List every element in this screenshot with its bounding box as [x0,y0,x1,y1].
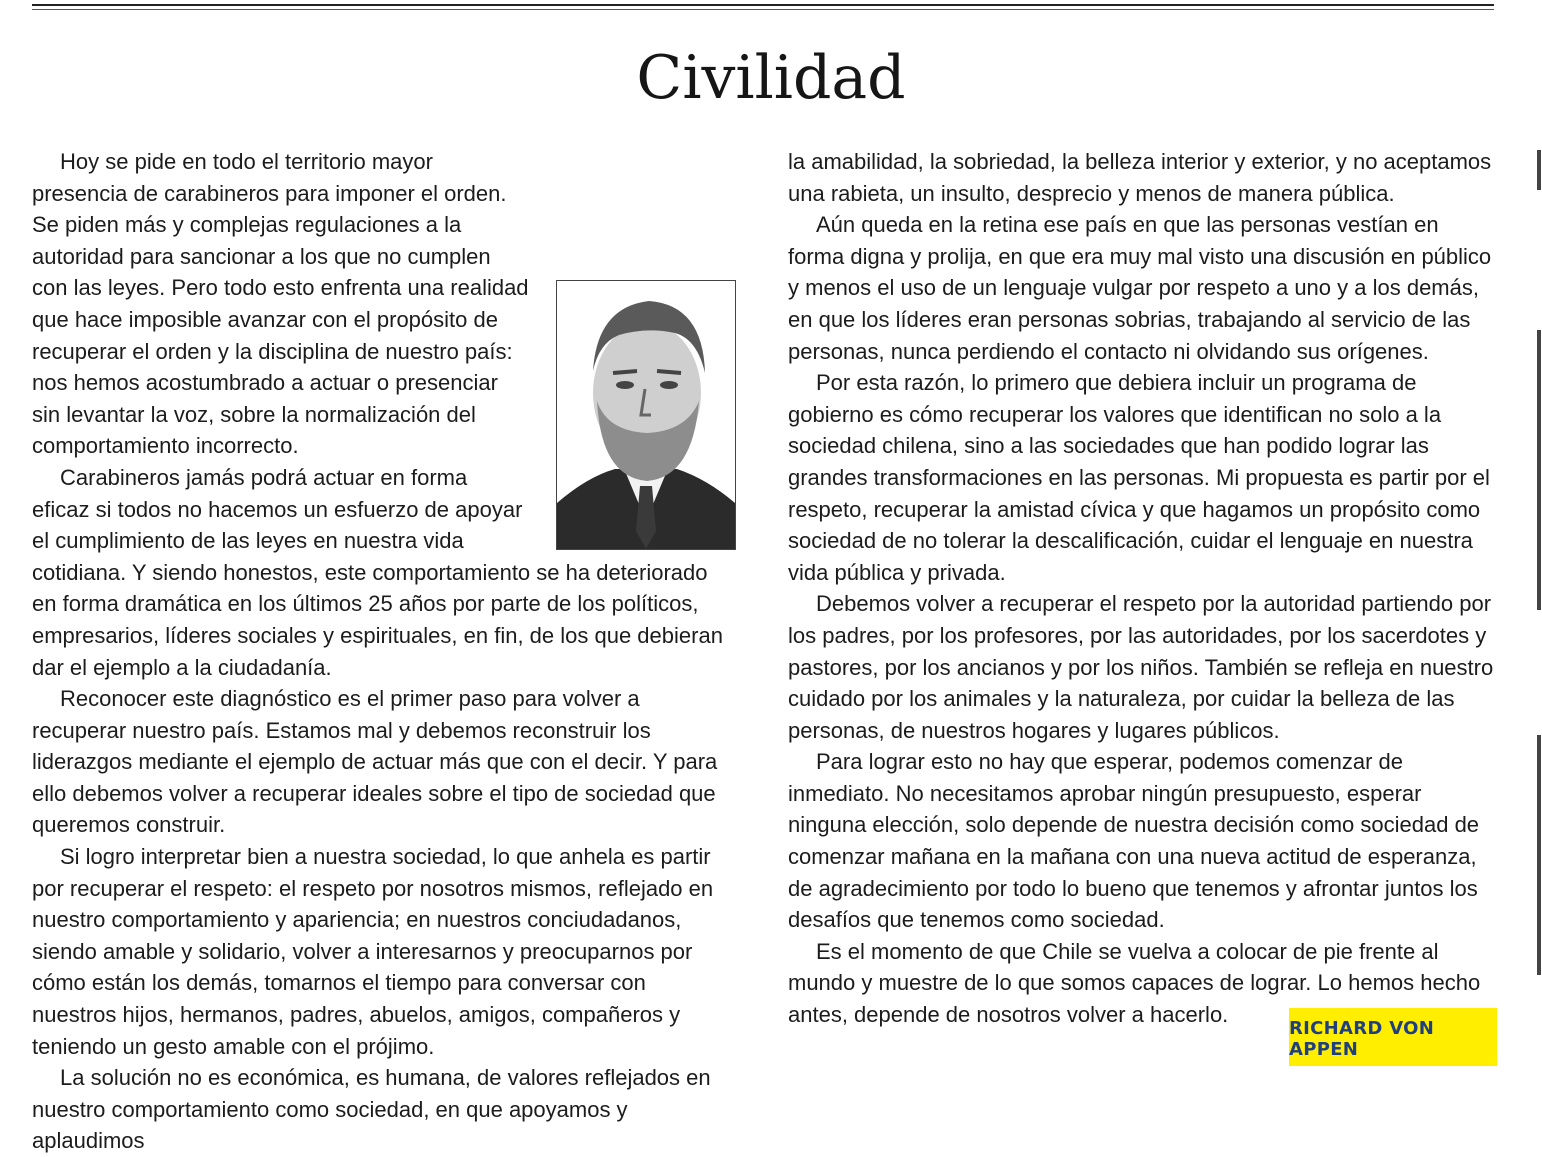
author-portrait [556,280,736,550]
page-edge-mark [1537,150,1541,190]
paragraph: Para lograr esto no hay que esperar, podemos comenzar de inmediato. No necesitamos aprobar ningún presupuesto, esperar ninguna elección, solo depende de nuestra decisión como sociedad de comenzar mañana en la mañana con una nueva actitud de esperanza, de agradecimiento por todo lo bueno que tenemos y afrontar juntos los desafíos que tenemos como sociedad. [788,749,1480,933]
article-title: Civilidad [636,43,906,113]
paragraph: Carabineros jamás podrá actuar en forma eficaz si todos no hacemos un esfuerzo de apoyar el cumplimiento de las leyes en nuestra vida cotidiana. Y siendo honestos, este comportamiento se ha deteriorado en forma dramática en los últimos 25 años por parte de los políticos, empresarios, líderes sociales y espirituales, en fin, de los que debieran dar el ejemplo a la ciudadanía. [32,464,723,680]
paragraph: Reconocer este diagnóstico es el primer paso para volver a recuperar nuestro país. Estamos mal y debemos reconstruir los liderazgos mediante el ejemplo de actuar más que con el decir. Y para ello debemos volver a recuperar ideales sobre el tipo de sociedad que queremos construir. [32,686,718,838]
page-edge-mark [1537,735,1541,975]
paragraph: Aún queda en la retina ese país en que las personas vestían en forma digna y prolija, en que era muy mal visto una discusión en público y menos el uso de un lenguaje vulgar por respeto a uno y a los demás, en que los líderes eran personas sobrias, trabajando al servicio de las personas, nunca perdiendo el contacto ni olvidando sus orígenes. [788,212,1492,364]
top-rule [32,4,1494,6]
paragraph-continued: la amabilidad, la sobriedad, la belleza interior y exterior, y no aceptamos una rabieta, un insulto, desprecio y menos de manera pública. [788,149,1492,206]
paragraph: Si logro interpretar bien a nuestra sociedad, lo que anhela es partir por recuperar el respeto: el respeto por nosotros mismos, reflejado en nuestro comportamiento y apariencia; en nuestros conciudadanos, siendo amable y solidario, volver a interesarnos y preocuparnos por cómo están los demás, tomarnos el tiempo para conversar con nuestros hijos, hermanos, padres, abuelos, amigos, compañeros y teniendo un gesto amable con el prójimo. [32,844,714,1059]
paragraph: Hoy se pide en todo el territorio mayor presencia de carabineros para imponer el orden. Se piden más y complejas regulaciones a la autoridad para sancionar a los que no cumplen con las leyes. Pero todo esto enfrenta una realidad que hace imposible avanzar con el propósito de recuperar el orden y la disciplina de nuestro país: nos hemos acostumbrado a actuar o presenciar sin levantar la voz, sobre la normalización del comportamiento incorrecto. [32,149,529,459]
column-right [788,146,1494,1031]
author-name: RICHARD VON APPEN [1289,1018,1435,1060]
page-edge-mark [1537,330,1541,610]
portrait-image [557,281,735,549]
author-byline [1289,1008,1497,1066]
paragraph: Es el momento de que Chile se vuelva a colocar de pie frente al mundo y muestre de lo que somos capaces de lograr. Lo hemos hecho antes, depende de nosotros volver a hacerlo. [788,938,1481,1028]
column-left [32,146,736,1157]
top-rule-thin [32,9,1494,10]
paragraph: Por esta razón, lo primero que debiera incluir un programa de gobierno es cómo recuperar los valores que identifican no solo a la sociedad chilena, sino a las sociedades que han podido lograr las grandes transformaciones en las personas. Mi propuesta es partir por el respeto, recuperar la amistad cívica y que hagamos un propósito como sociedad de no tolerar la descalificación, cuidar el lenguaje en nuestra vida pública y privada. [788,370,1490,585]
paragraph: La solución no es económica, es humana, de valores reflejados en nuestro comportamiento como sociedad, en que apoyamos y aplaudimos [32,1065,711,1154]
paragraph: Debemos volver a recuperar el respeto por la autoridad partiendo por los padres, por los profesores, por las autoridades, por los sacerdotes y pastores, por los ancianos y por los niños. También se refleja en nuestro cuidado por los animales y la naturaleza, por cuidar la belleza de las personas, de nuestros hogares y lugares públicos. [788,591,1494,743]
